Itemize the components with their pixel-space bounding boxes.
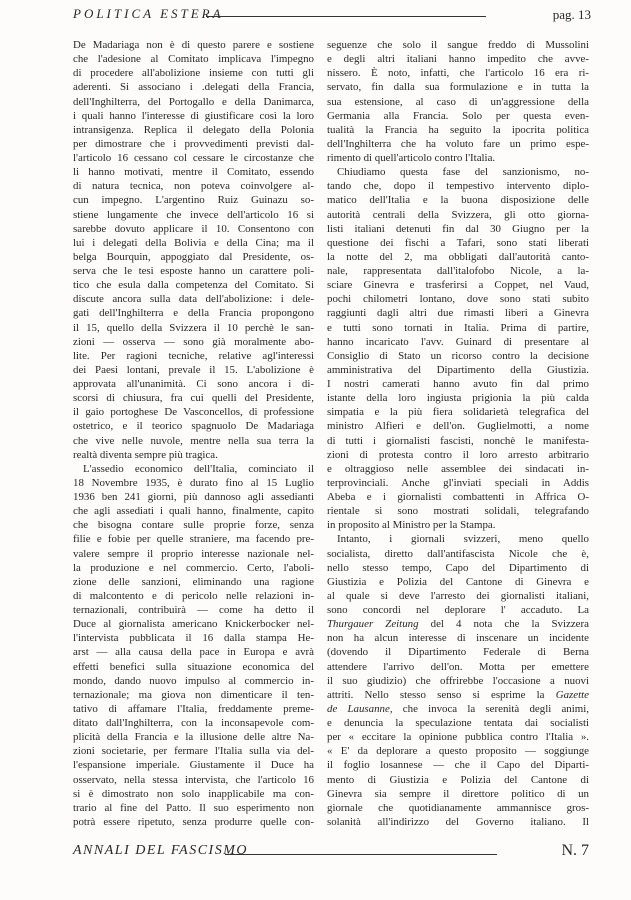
- text-line: stiene lungamente che invece dell'articolo 16 si: [73, 208, 314, 221]
- text-line: ternazionale; ma giova non dimenticare il ten-: [73, 688, 314, 701]
- text-line: De Madariaga non è di questo parere e sostiene: [73, 39, 314, 51]
- text-line: che agli assediati i quali hanno, finalmente, capito: [73, 505, 314, 518]
- text-line: in proposito al Ministro per la Stampa.: [327, 519, 496, 532]
- text-line: zioni di protesta contro il loro arresto arbitrario: [327, 448, 589, 461]
- text-line: L'assedio economico dell'Italia, cominciato il: [83, 462, 314, 475]
- text-line: ternazionali, contribuirà — come ha detto il: [73, 604, 314, 616]
- header-rule: [206, 16, 486, 17]
- text-line: e denuncia la speculazione tentata dai socialisti: [327, 717, 589, 729]
- text-line: trario al fine del Patto. Il suo esperimento non: [73, 801, 314, 814]
- text-line: mento di Giustizia e Polizia del Cantone di: [327, 773, 589, 786]
- text-line: sarebbe dovuto applicare il 10. Consentono con: [73, 222, 314, 235]
- text-line: « E' da deplorare a questo proposito — soggiunge: [327, 745, 589, 758]
- text-line: attendere l'arrivo dell'on. Motta per emettere: [327, 660, 589, 673]
- text-line: dell'Inghilterra che ha voluto fare un primo espe-: [327, 137, 589, 150]
- section-title: POLITICA ESTERA: [73, 6, 224, 21]
- text-line: socialista, diretto dall'antifascista Nicole che è,: [327, 547, 589, 560]
- text-line: Giustizia e Polizia del Cantone di Ginevra e: [327, 575, 589, 588]
- text-line: e oltraggioso nelle assemblee dei sindacati in-: [327, 462, 589, 475]
- text-line: zione delle sanzioni, eliminando una ragione: [73, 575, 314, 588]
- text-line: questione dei fischi a Tafari, sono stati liberati: [327, 236, 589, 249]
- text-segment: che invoca la serenità degli animi,: [392, 702, 589, 715]
- text-line: di natura tecnica, non poteva coinvolgere al-: [73, 180, 314, 193]
- text-line: servato, fin dalla sua formulazione e in tutta la: [327, 81, 589, 94]
- text-line: terprovinciali. Anche gl'inviati speciali in Addis: [327, 476, 589, 489]
- text-line: l'articolo 16 cessano col cessare le circostanze che: [73, 152, 314, 164]
- text-line: effetti benefici sulla situazione economica del: [73, 660, 314, 673]
- text-line: plicità della Francia e la illusione delle altre Na-: [73, 731, 314, 744]
- text-line: Germania alla Francia. Solo per questa even-: [327, 109, 589, 122]
- text-line: filie e fobie per quelle straniere, ma facendo pre-: [73, 533, 314, 546]
- text-line: l'intervista pubblicata il 16 dalla stampa He-: [73, 632, 314, 645]
- paragraph: [73, 38, 314, 462]
- text-line: zioni — osserva — sono già moralmente abo-: [73, 335, 314, 348]
- text-line: il gaio portoghese De Vasconcellos, di professione: [73, 406, 314, 419]
- footer-rule: [225, 854, 497, 855]
- text-line: Chiudiamo questa fase del sanzionismo, no-: [337, 166, 589, 179]
- text-line: belga Bourquin, appoggiato dal Presidente, os-: [73, 250, 314, 263]
- text-line: discute ancora sulla data dell'abolizione: i dele-: [73, 293, 314, 306]
- text-line: valere sempre il proprio interesse nazionale nel-: [73, 547, 314, 560]
- text-line: che vive nelle nuvole, mentre nella sua terra la: [73, 434, 314, 447]
- text-line: il 15, quello della Svizzera il 10 perchè le san-: [73, 321, 314, 334]
- text-line: che l'adesione al Comitato implicava l'impegno: [73, 53, 314, 66]
- text-segment: del 4 nota che la Svizzera: [418, 618, 589, 631]
- text-line: 18 Novembre 1935, è durato fino al 15 Luglio: [73, 476, 314, 489]
- paragraph: [327, 38, 589, 165]
- text-line: l'espansione imperiale. Giustamente il Duce ha: [73, 759, 314, 772]
- text-column-right: [327, 38, 589, 829]
- text-line: ditato dall'Inghilterra, con la inconsapevole com-: [73, 717, 314, 729]
- italic-title: Gazette: [555, 688, 589, 701]
- text-line: sciare Ginevra e trasferirsi a Coppet, nel Vaud,: [327, 279, 589, 292]
- text-line: Consiglio di Stato un ricorso contro la decisione: [327, 349, 589, 362]
- paragraph: [327, 165, 589, 532]
- text-line: e degli altri italiani hanno impedito che avve-: [327, 53, 589, 66]
- text-line: al quale si deve l'arresto dei giornalisti italiani,: [327, 589, 589, 602]
- text-line: di tutti i giornalisti fascisti, nonchè le manifesta-: [327, 434, 589, 447]
- text-line: solanità all'indirizzo del Governo italiano. Il: [327, 815, 589, 828]
- text-line: cun impegno. L'argentino Ruiz Guinazu so-: [73, 194, 314, 207]
- text-line: scorsi di chiusura, fra cui quelli del Presidente,: [73, 392, 314, 405]
- text-line: intransigenza. Replica il delegato della Polonia: [73, 123, 314, 136]
- text-line: potrà essere ripetuto, senza produrre quelle con-: [73, 815, 314, 828]
- text-line: tativo di affamare l'Italia, freddamente preme-: [73, 702, 314, 715]
- text-line: tando che, dopo il tempestivo intervento diplo-: [327, 180, 589, 193]
- text-line: listi italiani detenuti fin dal 30 Giugno per la: [327, 222, 589, 235]
- text-line: di malcontento e di pericolo nelle relazioni in-: [73, 589, 314, 602]
- text-line: zioni societarie, per fermare l'Italia sulla via del-: [73, 745, 314, 758]
- text-line: il suo giudizio) che offrirebbe l'occasione a nuovi: [327, 674, 589, 687]
- publication-title: ANNALI DEL FASCISMO: [73, 843, 248, 858]
- text-line: realtà diventa sempre più tragica.: [73, 448, 218, 461]
- text-line: si è dimostrato non solo inapplicabile ma con-: [73, 787, 314, 800]
- running-header: [73, 4, 591, 24]
- text-line: aderenti. Si associano i .delegati della Francia,: [73, 81, 314, 94]
- text-line: serva che le tesi esposte hanno un carattere poli-: [73, 265, 314, 277]
- italic-title: de Lausanne,: [327, 702, 393, 715]
- text-line: dei Paesi lontani, prevale il 15. L'abolizione è: [73, 363, 314, 376]
- text-line: nello stesso tempo, Capo del Dipartimento di: [327, 561, 589, 574]
- text-segment: attriti. Nello stesso senso si esprime la: [327, 688, 556, 701]
- text-line: sua estensione, al caso di un'aggressione della: [327, 95, 589, 108]
- paragraph: [327, 532, 589, 829]
- text-line: simpatia e la più fiera solidarietà telegrafica del: [327, 406, 589, 419]
- text-line: [327, 617, 589, 631]
- text-line: ministro Alfieri e dell'on. Guglielmotti, a nome: [327, 420, 589, 433]
- text-line: istante della loro ingiusta prigionia la più calda: [327, 392, 589, 405]
- paragraph: [73, 462, 314, 829]
- text-line: lui i delegati della Bolivia e della Cina; ma il: [73, 236, 314, 249]
- text-line: ostetrico, e il teorico spagnuolo De Madariaga: [73, 420, 314, 433]
- text-line: tualità la Francia ha seguito la ipocrita politica: [327, 123, 589, 136]
- text-line: mondo, dando nuovo impulso al commercio in-: [73, 674, 314, 687]
- text-line: autorità centrali della Svizzera, gli otto giorna-: [327, 208, 589, 221]
- text-line: e tutti sono tornati in Italia. Prima di partire,: [327, 321, 589, 334]
- text-line: tico che esula dalla competenza del Comitato. Si: [73, 279, 314, 292]
- text-line: rientale si sono mostrati solidali, telegrafando: [327, 505, 589, 518]
- text-line: I nostri camerati hanno avuto fin dal primo: [327, 378, 589, 390]
- text-line: che bisogna contare sulle proprie forze, senza: [73, 519, 314, 532]
- issue-number: N. 7: [561, 842, 589, 859]
- text-line: [327, 702, 589, 716]
- text-line: la produzione e nel commercio. Certo, l'aboli-: [73, 561, 314, 574]
- text-line: arst — alla causa della pace in Europa e avrà: [73, 646, 314, 659]
- text-line: giornale che quotidianamente ammannisce gros-: [327, 801, 589, 814]
- page-number: pag. 13: [552, 7, 591, 22]
- text-column-left: [73, 38, 314, 829]
- italic-title: Thurgauer Zeitung: [327, 618, 419, 631]
- text-line: Duce al giornalista americano Knickerbocker nel-: [73, 618, 314, 631]
- text-line: dell'Inghilterra, del Portogallo e della Danimarca,: [73, 95, 314, 108]
- text-line: matico dell'Italia e la buona disposizione delle: [327, 194, 589, 207]
- text-line: Ginevra sia sempre il direttore politico di un: [327, 787, 589, 800]
- text-line: lite. Per ragioni tecniche, relative agl'interessi: [73, 349, 314, 362]
- text-line: non ha alcun interesse di inscenare un incidente: [327, 632, 589, 645]
- text-line: Abeba e i giornalisti combattenti in Affrica O-: [327, 491, 589, 503]
- text-line: il foglio losannese — che il Capo del Diparti-: [327, 759, 589, 772]
- text-line: nale, rappresentata dall'italofobo Nicole, a la-: [327, 265, 589, 277]
- text-line: pochi chilometri lontano, dove sono stati subito: [327, 293, 589, 306]
- text-line: nissero. È noto, infatti, che l'articolo 16 era ri-: [327, 67, 589, 80]
- text-line: la notte del 2, ma obbligati dall'autorità canto-: [327, 250, 589, 263]
- text-line: rimento di quell'articolo contro l'Italia.: [327, 152, 496, 164]
- text-line: gati dell'Inghilterra e della Francia propongono: [73, 307, 314, 320]
- text-line: i quali hanno l'interesse di giustificare così la loro: [73, 109, 314, 122]
- text-line: seguenze che solo il sangue freddo di Mussolini: [327, 39, 589, 51]
- text-line: di procedere all'abolizione insieme con tutti gli: [73, 67, 314, 80]
- text-line: approvata all'unanimità. Ci sono ancora i di-: [73, 378, 314, 390]
- text-line: amministrativa del Dipartimento della Giustizia.: [327, 363, 589, 376]
- text-line: per dimostrare che i provvedimenti previsti dal-: [73, 137, 314, 150]
- text-line: 1936 ben 241 giorni, più dannoso agli assedianti: [73, 491, 314, 503]
- text-line: hanno incaricato l'avv. Guinard di presentare al: [327, 335, 589, 348]
- text-line: li hanno motivati, mentre il Comitato, essendo: [73, 166, 314, 179]
- text-line: raggiunti dagli altri due rimasti liberi a Ginevra: [327, 307, 589, 320]
- text-line: per « eccitare la opinione pubblica contro l'Italia ».: [327, 731, 589, 744]
- text-line: (dovendo il Dipartimento Federale di Berna: [327, 646, 589, 659]
- text-line: osservato, nella stessa intervista, che l'articolo 16: [73, 773, 314, 786]
- running-footer: [73, 841, 591, 863]
- text-line: sono concordi nel deplorare l' accaduto. La: [327, 604, 589, 616]
- text-line: Intanto, i giornali svizzeri, meno quello: [337, 533, 589, 546]
- text-line: [327, 688, 589, 702]
